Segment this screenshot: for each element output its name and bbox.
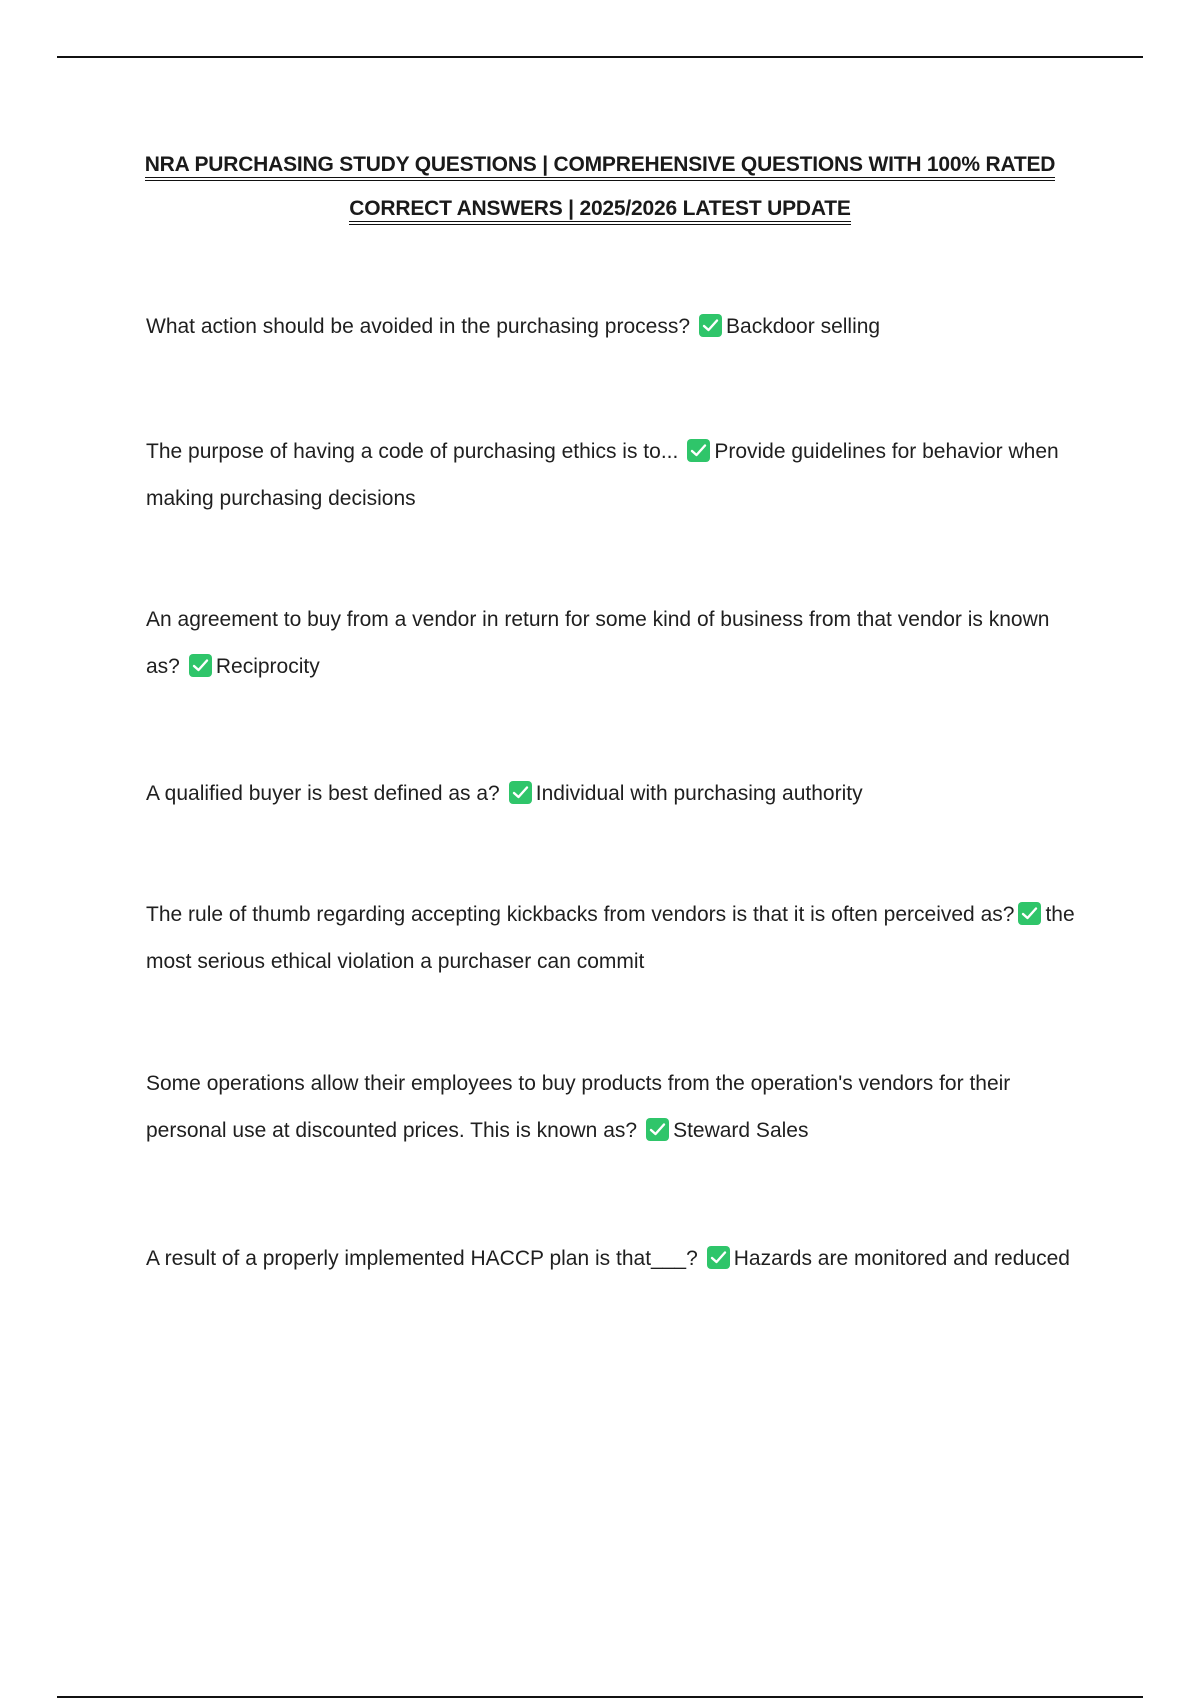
question-text: Some operations allow their employees to buy products from the operation's vendors for their personal use at discounted prices. This is known as? bbox=[146, 1072, 1011, 1142]
qa-item-3 bbox=[146, 596, 1086, 690]
question-text: An agreement to buy from a vendor in return for some kind of business from that vendor is known as? bbox=[146, 608, 1050, 678]
qa-item-1 bbox=[146, 303, 1086, 350]
answer-text: Provide guidelines for behavior when making purchasing decisions bbox=[146, 440, 1059, 510]
answer-text: Backdoor selling bbox=[726, 315, 881, 338]
answer-text: Reciprocity bbox=[215, 655, 320, 678]
answer-text: Steward Sales bbox=[673, 1119, 809, 1142]
top-rule bbox=[57, 56, 1143, 58]
checkmark-icon bbox=[687, 439, 710, 462]
question-text: The rule of thumb regarding accepting kickbacks from vendors is that it is often perceived as? bbox=[146, 903, 1015, 926]
checkmark-icon bbox=[707, 1246, 730, 1269]
checkmark-icon bbox=[646, 1118, 669, 1141]
question-text: A result of a properly implemented HACCP plan is that___? bbox=[146, 1247, 698, 1270]
title-line-1: NRA PURCHASING STUDY QUESTIONS | COMPREHENSIVE QUESTIONS WITH 100% RATED bbox=[145, 154, 1056, 181]
checkmark-icon bbox=[189, 654, 212, 677]
checkmark-icon bbox=[699, 314, 722, 337]
title-line-2: CORRECT ANSWERS | 2025/2026 LATEST UPDATE bbox=[349, 198, 850, 225]
question-text: The purpose of having a code of purchasing ethics is to... bbox=[146, 440, 679, 463]
qa-item-2 bbox=[146, 428, 1086, 522]
qa-item-6 bbox=[146, 1060, 1086, 1154]
answer-text: Individual with purchasing authority bbox=[535, 782, 863, 805]
page-title bbox=[60, 143, 1140, 231]
checkmark-icon bbox=[509, 781, 532, 804]
qa-item-4 bbox=[146, 770, 1086, 817]
question-text: A qualified buyer is best defined as a? bbox=[146, 782, 500, 805]
answer-text: Hazards are monitored and reduced bbox=[733, 1247, 1070, 1270]
bottom-rule bbox=[57, 1696, 1143, 1698]
qa-item-7 bbox=[146, 1235, 1086, 1282]
question-text: What action should be avoided in the purchasing process? bbox=[146, 315, 691, 338]
checkmark-icon bbox=[1018, 902, 1041, 925]
answer-text: the most serious ethical violation a purchaser can commit bbox=[146, 903, 1075, 973]
qa-item-5 bbox=[146, 891, 1086, 985]
